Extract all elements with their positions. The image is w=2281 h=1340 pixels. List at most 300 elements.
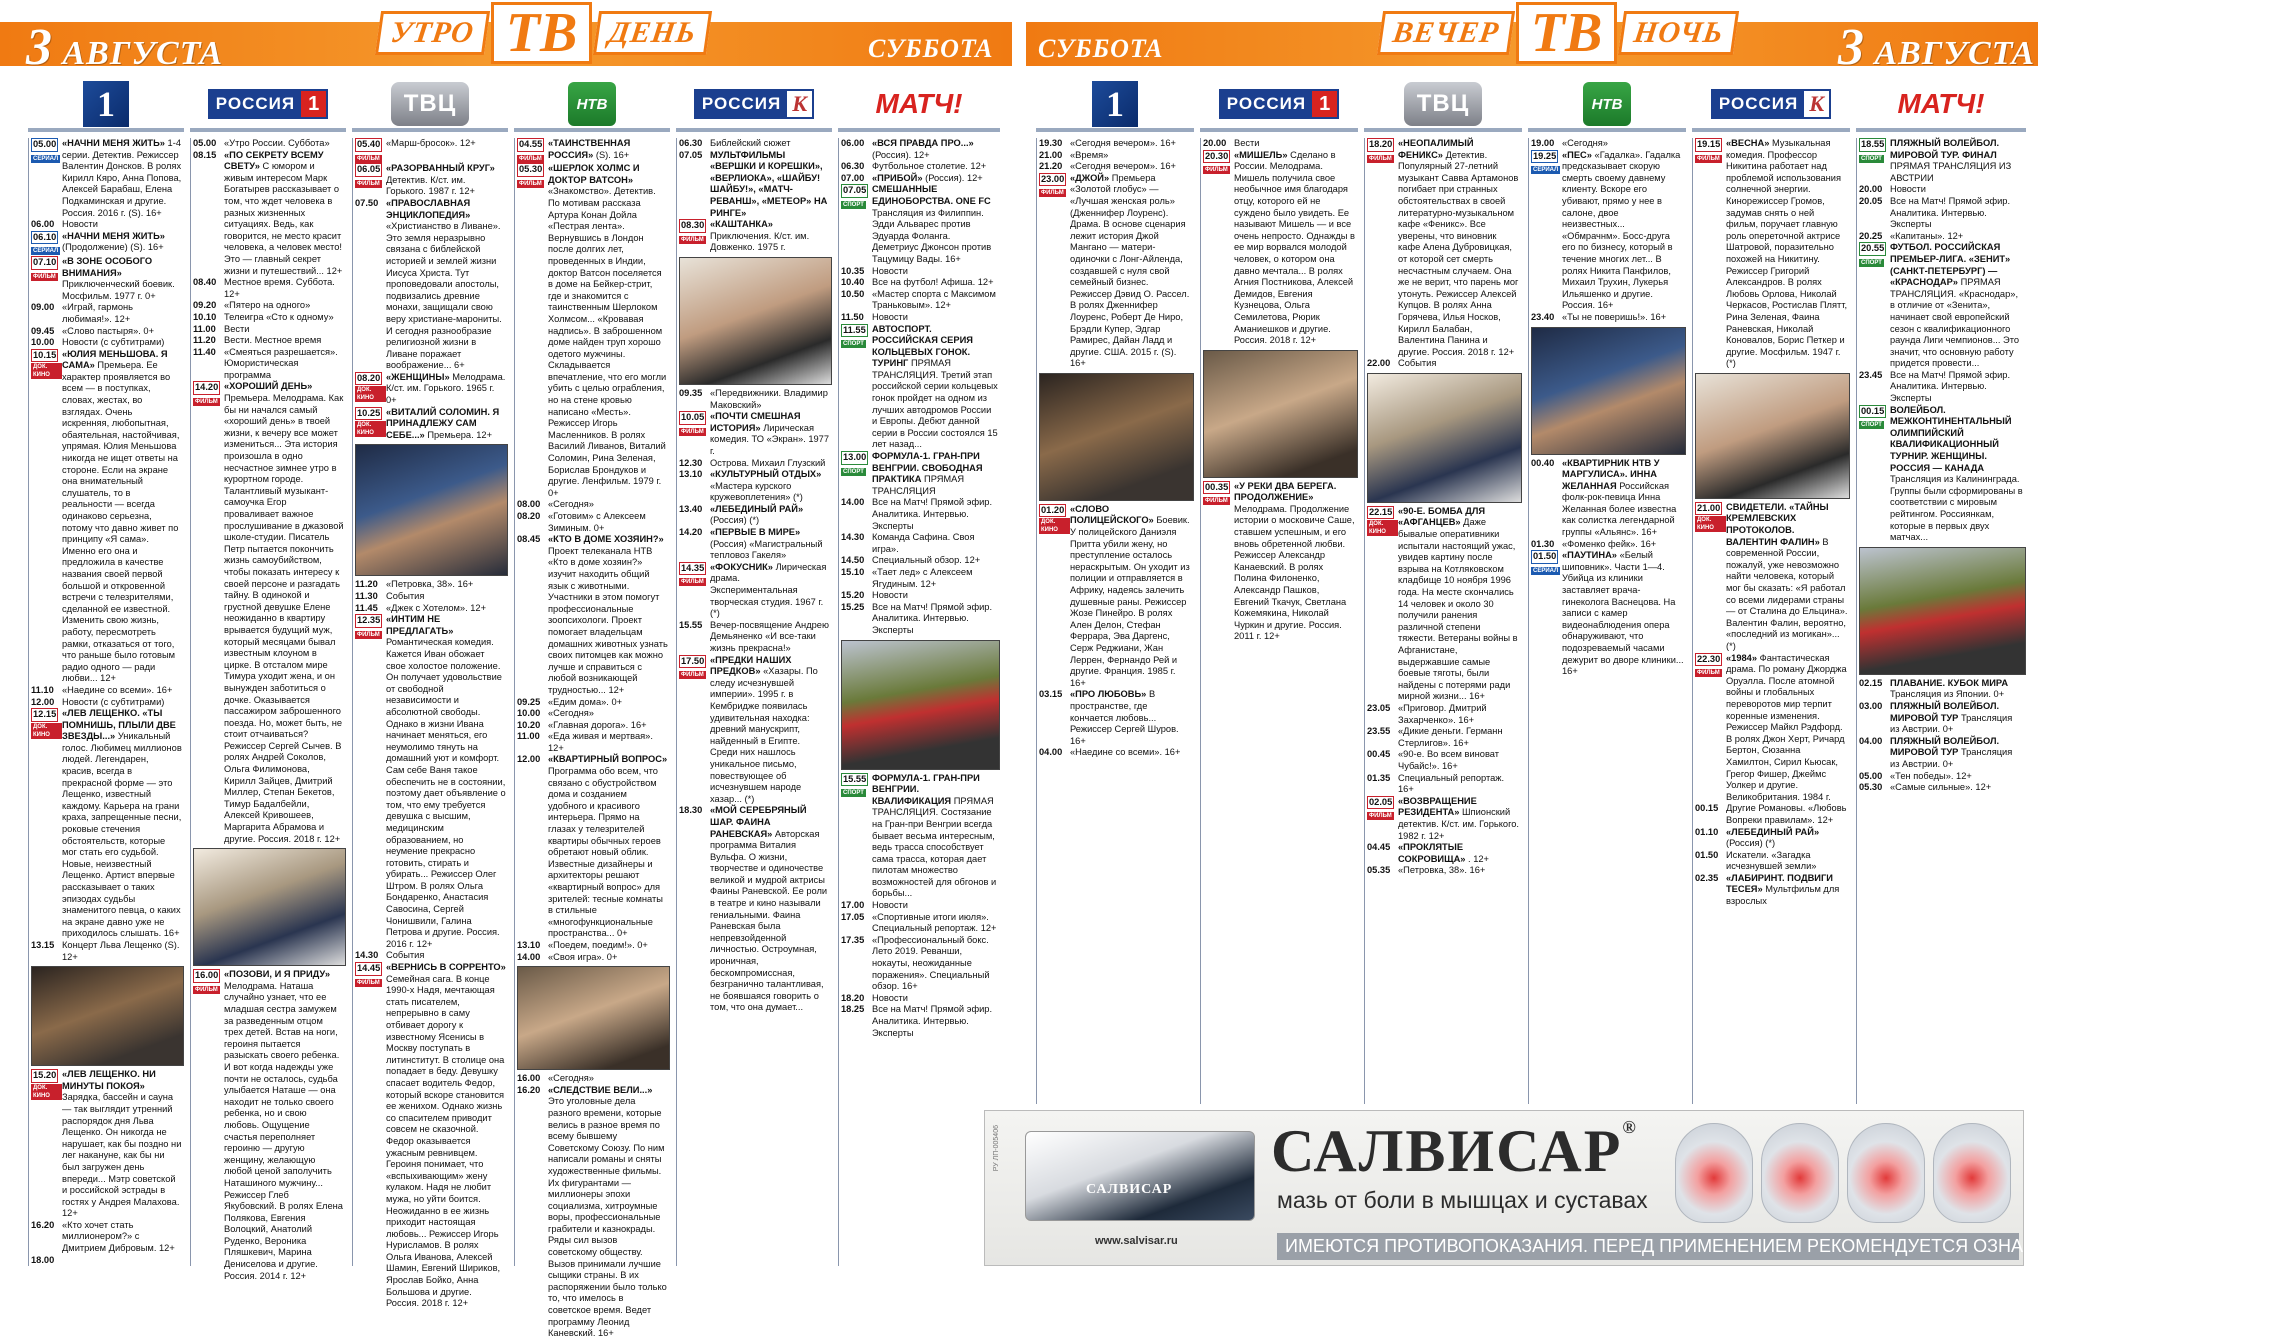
program-title: СМЕШАННЫЕ ЕДИНОБОРСТВА. ONE FC	[872, 184, 991, 206]
program-text: «Готовим» с Алексеем Зиминым. 0+	[548, 511, 646, 533]
program-description	[1398, 358, 1522, 370]
program-listing	[355, 198, 508, 372]
program-time-text: 21.00	[1695, 502, 1722, 516]
program-time-text: 13.10	[517, 939, 541, 950]
program-time	[841, 590, 872, 602]
program-title: МУЛЬТФИЛЬМЫ «ВЕРШКИ И КОРЕШКИ», «ВЕРЛИОКА», «ШАЙБУ! ШАЙБУ!», «МАТЧ-РЕВАНШ», «МЕТЕОР» НА РИНГЕ»	[710, 149, 828, 218]
program-text: «Едим дома». 0+	[548, 696, 623, 707]
program-text: Шпионский детектив. К/ст. им. Горького. 1982 г. 12+	[1398, 807, 1520, 841]
program-title: «ТАИНСТВЕННАЯ РОССИЯ»	[548, 138, 631, 160]
program-time-text: 17.05	[841, 911, 865, 922]
program-description	[872, 266, 1000, 278]
program-listing	[31, 1220, 184, 1255]
program-listing	[355, 591, 508, 603]
program-listing	[517, 138, 670, 163]
program-time-text: 12.15	[31, 708, 58, 722]
program-text: Приключения. К/ст. им. Довженко. 1975 г.	[710, 230, 810, 253]
serial-badge: СЕРИАЛ	[1533, 167, 1559, 174]
program-listing	[1859, 736, 2026, 771]
program-listing	[517, 720, 670, 732]
program-time	[1531, 458, 1562, 539]
logo-vecher-tv-noch: ВЕЧЕР ТВ НОЧЬ	[1380, 0, 1737, 66]
program-description	[1398, 726, 1522, 749]
program-listing	[679, 562, 832, 620]
program-text: Мелодрама. Продолжение истории о московиче Саше, ставшем успешным, и его вновь обретенной любви. Режиссер Александр Канаевский. В ролях Полина Филоненко, Александр Пашков, Евгений Ткачук, Светлана Кожемякина, Николай Чуркин и другие. Россия. 2011 г. 12+	[1234, 503, 1355, 642]
program-photo	[679, 257, 832, 385]
program-listing	[31, 940, 184, 963]
program-description	[386, 198, 508, 372]
program-listing	[193, 150, 346, 278]
program-description	[224, 277, 346, 300]
program-time-text: 16.00	[517, 1073, 541, 1084]
program-description	[386, 372, 508, 407]
program-title: ПЛЯЖНЫЙ ВОЛЕЙБОЛ. МИРОВОЙ ТУР. ФИНАЛ	[1890, 138, 2000, 160]
program-time-text: 15.10	[841, 566, 865, 577]
program-description	[872, 289, 1000, 312]
program-description	[710, 219, 832, 254]
program-text: Новости (с субтитрами)	[62, 696, 165, 707]
program-time-text: 01.10	[1695, 826, 1719, 837]
program-time	[1859, 231, 1890, 243]
program-time	[31, 349, 62, 685]
program-time-text: 14.00	[841, 497, 865, 508]
program-description	[548, 163, 670, 499]
program-description	[548, 708, 670, 720]
program-time-text: 14.20	[679, 527, 703, 538]
program-description	[1070, 747, 1194, 759]
program-text: «Еда живая и мертвая». 12+	[548, 731, 653, 753]
program-text: Все на Матч! Прямой эфир. Аналитика. Интервью. Эксперты	[1890, 195, 2011, 230]
program-time-text: 18.30	[679, 805, 703, 816]
program-text: Мультфильм для взрослых	[1726, 884, 1840, 907]
program-time	[1859, 242, 1890, 370]
program-time	[1695, 138, 1726, 370]
film-badge: ФИЛЬМ	[357, 979, 380, 986]
program-listing	[31, 337, 184, 349]
program-description	[548, 754, 670, 940]
program-time-text: 22.00	[1367, 358, 1391, 369]
doc-badge: ДОК. КИНО	[1695, 516, 1726, 532]
program-time-text: 08.00	[517, 499, 541, 510]
program-text: «Кто хочет стать миллионером?» с Дмитрием Дибровым. 12+	[62, 1219, 175, 1254]
program-time	[841, 567, 872, 590]
program-listing	[1367, 842, 1522, 865]
program-time-text: 20.05	[1859, 195, 1883, 206]
program-text: Вести	[1234, 138, 1260, 148]
program-description	[710, 458, 832, 470]
program-title: «КТО В ДОМЕ ХОЗЯИН?»	[548, 534, 664, 545]
film-badge: ФИЛЬМ	[357, 180, 380, 187]
program-description	[1890, 138, 2026, 184]
program-listing	[841, 555, 1000, 567]
program-time	[355, 962, 386, 1310]
sport-badge: СПОРТ	[1861, 155, 1882, 162]
program-description	[1562, 138, 1686, 150]
program-time	[1859, 405, 1890, 544]
program-time	[193, 969, 224, 1282]
program-text: «Наедине со всеми». 16+	[1070, 747, 1181, 758]
program-text: «Сегодня»	[548, 708, 594, 719]
program-description	[1070, 161, 1194, 173]
program-time	[1859, 678, 1890, 701]
program-listing	[193, 277, 346, 300]
program-text: Программа обо всем, что связано с обустройством дома и созданием удобного и красивого интерьера. Прямо на глазах у телезрителей квартиры обычных героев обретают новый облик. Известные дизайнеры и архитекторы решают «квартирный вопрос» для зрителей: тесные комнаты в стильные «многофункциональные пространства... 0+	[548, 766, 663, 939]
program-description	[872, 567, 1000, 590]
program-time-text: 19.30	[1039, 138, 1063, 148]
program-listing	[355, 950, 508, 962]
program-listing	[355, 407, 508, 442]
program-time-text: 14.30	[355, 950, 379, 961]
program-time-text: 11.10	[31, 684, 54, 695]
program-listing	[517, 731, 670, 754]
program-listing	[1367, 773, 1522, 796]
program-description	[1890, 370, 2026, 405]
program-text: Новости	[872, 590, 908, 601]
program-listing	[841, 497, 1000, 532]
program-title: «В ЗОНЕ ОСОБОГО ВНИМАНИЯ»	[62, 255, 153, 278]
program-time-text: 15.20	[31, 1069, 58, 1083]
program-text: «Утро России. Суббота»	[224, 138, 330, 148]
program-description	[1562, 150, 1686, 312]
program-title: «ПРО ЛЮБОВЬ»	[1070, 689, 1147, 700]
program-time	[517, 697, 548, 709]
program-time-text: 08.15	[193, 149, 217, 160]
program-description	[224, 324, 346, 336]
program-photo	[193, 848, 346, 966]
ntv-logo-icon: НТВ	[1583, 82, 1631, 126]
program-time	[1531, 550, 1562, 678]
program-photo	[355, 444, 508, 576]
program-description	[386, 407, 508, 442]
program-description	[710, 150, 832, 220]
program-time-text: 14.30	[841, 532, 865, 543]
program-listing	[1859, 196, 2026, 231]
program-text: «Тает лед» с Алексеем Ягудиным. 12+	[872, 566, 973, 589]
program-text: Новости	[872, 992, 908, 1003]
program-description	[1890, 736, 2026, 771]
program-time	[517, 720, 548, 732]
program-listing	[31, 302, 184, 325]
program-time	[31, 708, 62, 940]
program-time	[193, 277, 224, 300]
program-time	[1039, 504, 1070, 690]
program-text: С юмором и живым интересом Марк Богатырев рассказывает о том, что ждет человека в разных жизненных ситуациях. Ведь, как говорится, не место красит человека, а человек место! Это — главный секрет жизни и путешествий... 12+	[224, 161, 343, 276]
program-time	[193, 335, 224, 347]
program-text: Специальный репортаж. 16+	[1398, 772, 1505, 795]
channel-perviy	[28, 76, 184, 132]
joint-illustration-icon	[1675, 1123, 1753, 1223]
program-time	[31, 219, 62, 231]
program-description	[872, 773, 1000, 901]
page-header	[0, 0, 2038, 76]
program-description	[224, 381, 346, 845]
program-time	[31, 1069, 62, 1220]
header-left	[0, 0, 1012, 76]
program-time	[193, 150, 224, 278]
program-text: Трансляция из Австрии. 0+	[1890, 712, 2013, 735]
day-left: СУББОТА	[868, 34, 994, 63]
film-badge: ФИЛЬМ	[1205, 498, 1228, 505]
program-time	[517, 1085, 548, 1340]
listing-column-day-rossiya1	[190, 138, 346, 1281]
program-photo	[1203, 350, 1358, 478]
ntv-logo-icon: НТВ	[568, 82, 616, 126]
program-text: Вести. Местное время	[224, 335, 322, 346]
program-text: Семейная сага. В конце 1990-х Надя, мечтающая стать писателем, непрерывно в саму отбивает дорогу к известному Ясенисы в Москву поступать в литинститут. В столице она попадает в беду. Девушку спасает водитель Федор, который вскоре становится ее женихом. Однако жизнь со спасителем приводит совсем не сказочной. Федор оказывается ужасным ревнивцем. Героиня понимает, что «вспыхивающим» жену кулаком. Надя не любит мужа, но уйти боится. Неожиданно в ее жизнь приходит настоящая любовь... Режиссер Игорь Нурисламов. В ролях Ольга Иванова, Алексей Шамин, Евгений Шириков, Ярослав Бойко, Анна Большова и другие. Россия. 2018 г. 12+	[386, 973, 505, 1309]
program-time	[31, 138, 62, 219]
listing-column-evening-rossiya1	[1200, 138, 1358, 1104]
program-text: (Продолжение) (S). 16+	[62, 242, 164, 253]
program-time	[1859, 138, 1890, 184]
program-time	[1859, 184, 1890, 196]
program-description	[1398, 865, 1522, 877]
program-description	[224, 300, 346, 312]
program-listing	[31, 256, 184, 302]
program-description	[1726, 850, 1850, 873]
program-description	[548, 952, 670, 964]
program-title: «ПЕС»	[1562, 149, 1592, 160]
program-text: «Знакомство». Детектив. По мотивам рассказа Артура Конан Дойла «Пестрая лента». Вернувшись в Лондон после долгих лет, проведенных в Индии, доктор Ватсон поселяется в доме на Бейкер-стрит, где и знакомится с таинственным Шерлоком Холмсом... «Кровавая надпись». В заброшенном доме найден труп хорошо одетого мужчины. Складывается впечатление, что его могли убить с целью ограбления, но на стене кровью написано «Месть». Режиссер Игорь Масленников. В ролях Василий Ливанов, Виталий Соломин, Рина Зеленая, Борислав Брондуков и другие. Ленфильм. 1979 г. 0+	[548, 186, 667, 498]
program-listing	[355, 603, 508, 615]
program-description	[386, 962, 508, 1310]
tvc-logo-icon: ТВЦ	[1404, 82, 1482, 126]
program-description	[710, 504, 832, 527]
program-text: «Время»	[1070, 149, 1109, 160]
program-time	[355, 138, 386, 163]
program-listing	[355, 372, 508, 407]
program-time	[193, 138, 224, 150]
program-text: Трансляция из Филиппин. Эдди Альварес против Эдуарда Фоланга. Деметриус Джонсон против Тацумицу Вады. 16+	[872, 207, 992, 264]
program-text: «Фоменко фейк». 16+	[1562, 538, 1657, 549]
program-description	[1890, 701, 2026, 736]
program-time-text: 02.35	[1695, 872, 1719, 883]
program-description	[1890, 782, 2026, 794]
program-time-text: 12.00	[517, 754, 541, 765]
program-listing	[841, 590, 1000, 602]
program-time-text: 04.00	[1859, 735, 1883, 746]
program-description	[548, 1085, 670, 1340]
program-text: Боевик. У полицейского Даниэля Притта убили жену, но преступление осталось нераскрытым. Он уходит из полиции и отправляется в Африку, надеясь залечить душевные раны. Режиссер Жозе Пинейро. В ролях Ален Делон, Стефан Феррара, Эва Даргенс, Серж Реджиани, Жан Леррен, Фернандо Рей и другие. Франция. 1985 г. 16+	[1070, 515, 1190, 688]
program-listing	[1859, 678, 2026, 701]
program-text: Все на Матч! Прямой эфир. Аналитика. Интервью. Эксперты	[1890, 369, 2011, 404]
program-text: ПРЯМАЯ ТРАНСЛЯЦИЯ. Состязание на Гран-при Венгрии всегда бывает весьма интересным, ведь трасса способствует сама трасса, которая дает пилотам множество возможностей для обгонов и борьбы...	[872, 795, 997, 899]
program-listing	[679, 620, 832, 655]
program-text: (Россия). 12+	[925, 172, 983, 183]
program-time-text: 18.25	[841, 1004, 865, 1015]
program-listing	[1695, 138, 1850, 370]
program-time-text: 15.55	[841, 773, 868, 787]
program-time-text: 19.00	[1531, 138, 1555, 148]
program-description	[224, 347, 346, 382]
program-time-text: 08.45	[517, 534, 541, 545]
program-listing	[1203, 481, 1358, 643]
program-title: ФУТБОЛ. РОССИЙСКАЯ ПРЕМЬЕР-ЛИГА. «ЗЕНИТ» (САНКТ-ПЕТЕРБУРГ) — «КРАСНОДАР»	[1890, 242, 2011, 288]
program-listing	[1367, 138, 1522, 358]
program-description	[710, 388, 832, 411]
program-time	[31, 326, 62, 338]
program-text: (Россия) (*)	[1726, 838, 1776, 849]
program-description	[872, 497, 1000, 532]
program-text: «Гадалка». Гадалка предсказывает скорую смерть своему давнему клиенту. Вскоре его убивают, прямо у нее в салоне, двое неизвестных... «Обмрачнм». Босс-друга его по бизнесу, который в течение многих лет... В ролях Никита Панфилов, Михаил Трухин, Лукерья Ильяшенко и другие. Россия. 16+	[1562, 149, 1681, 311]
program-title: «ЮЛИЯ МЕНЬШОВА. Я САМА»	[62, 348, 168, 371]
program-listing	[679, 527, 832, 562]
program-time-text: 06.05	[355, 163, 382, 177]
program-description	[1726, 803, 1850, 826]
program-time	[1859, 196, 1890, 231]
program-time-text: 05.00	[31, 138, 58, 152]
program-title: «ВЕРНИСЬ В СОРРЕНТО»	[386, 962, 506, 973]
program-photo	[31, 966, 184, 1066]
program-description	[548, 731, 670, 754]
program-description	[1398, 773, 1522, 796]
program-time	[31, 302, 62, 325]
program-text: События	[1398, 358, 1437, 369]
program-text: В пространстве, где кончается любовь... Режиссер Сергей Шуров. 16+	[1070, 689, 1179, 746]
program-text: «Петровка, 38». 16+	[1398, 865, 1486, 876]
program-listing	[193, 300, 346, 312]
program-time	[1695, 873, 1726, 908]
program-time	[679, 411, 710, 457]
program-description	[872, 912, 1000, 935]
program-listing	[841, 184, 1000, 265]
program-text: Премьера. Мелодрама. Как бы ни начался самый «хороший день» в твоей жизни, к вечеру все может измениться... Эта история произошла в одно несчастное зимнее утро в курортном городе. Талантливый музыкант-самоучка Егор проваливает важное прослушивание в джазовой школе-студии. Писатель Петр пытается покончить жизнь самоубийством, чтобы показать интересу к своей персоне и разгадать тайну. В одинокой и грустной девушке Елене неожиданно в квартиру врывается будущий муж, который месяцами бывал известным клоуном в цирке. В отсталом мире Тимура уходит жена, и он вынужден заботиться о дочке. Оказывается пассажиром заброшенного поезда. Но, может быть, не стоит отчаиваться? Режиссер Сергей Сычев. В ролях Андрей Соколов, Ольга Филимонова, Кирилл Зайцев, Дмитрий Миллер, Степан Бекетов, Тимур Бадалбейли, Алексей Кривошеев, Маргарита Абрамова и другие. Россия. 2018 г. 12+	[224, 393, 344, 844]
program-description	[62, 349, 184, 685]
serial-badge: СЕРИАЛ	[1533, 567, 1559, 574]
program-time	[517, 499, 548, 511]
program-description	[710, 527, 832, 562]
listing-column-day-perviy	[28, 138, 184, 1266]
program-text: «Тен победы». 12+	[1890, 770, 1972, 781]
program-listing	[1039, 150, 1194, 162]
program-time-text: 06.30	[841, 161, 865, 172]
program-time-text: 10.20	[517, 719, 541, 730]
program-listing	[1203, 138, 1358, 150]
program-listing	[1531, 539, 1686, 551]
program-title: «ЛЕБЕДИНЫЙ РАЙ»	[710, 503, 804, 514]
program-listing	[193, 969, 346, 1282]
program-listing	[841, 567, 1000, 590]
program-text: Фантастическая драма. По роману Джорджа Оруэлла. После атомной войны и глобальных переворотов мир терпит коренные изменения. Режиссер Майкл Рэдфорд. В ролях Джон Херт, Ричард Бертон, Сюзанна Хамилтон, Сирил Кьюсак, Грегор Фишер, Джеймс Уолкер и другие. Великобритания. 1984 г.	[1726, 652, 1847, 802]
program-title: «ЛЕБЕДИНЫЙ РАЙ»	[1726, 826, 1820, 837]
program-text: Мелодрама. К/ст. им. Горького. 1965 г. 0+	[386, 371, 506, 406]
program-text: «90-е. Во всем виноват Чубайс!». 16+	[1398, 749, 1500, 771]
program-listing	[1695, 827, 1850, 850]
program-description	[62, 1220, 184, 1255]
program-description	[872, 935, 1000, 993]
program-title: «СЛЕДСТВИЕ ВЕЛИ...»	[548, 1084, 653, 1095]
program-listing	[31, 349, 184, 685]
program-time-text: 08.30	[679, 219, 706, 233]
program-time	[841, 773, 872, 901]
program-text: «Наедине со всеми». 16+	[62, 684, 173, 695]
program-photo	[1695, 373, 1850, 499]
program-time-text: 14.35	[679, 562, 706, 576]
program-description	[710, 469, 832, 504]
program-description	[1726, 827, 1850, 850]
header-right	[1026, 0, 2038, 76]
program-listing	[193, 138, 346, 150]
program-description	[1234, 138, 1358, 150]
program-listing	[31, 138, 184, 219]
program-listing	[1531, 150, 1686, 312]
program-listing	[679, 805, 832, 1014]
program-text: Сделано в России. Мелодрама. Мишель получила свое необычное имя благодаря отцу, которого ей не суждено было увидеть. Ее называют Мишель — и все очень непросто. Однажды в ее мир ворвался молодой человек, о котором она давно мечтала... В ролях Агния Постникова, Алексей Демидов, Евгения Кузнецова, Ольга Семилетова, Рюрик Аманиешков и другие. Россия. 2018 г. 12+	[1234, 149, 1355, 346]
program-description	[1726, 138, 1850, 370]
program-time-text: 10.00	[517, 708, 541, 719]
program-text: Местное время. Суббота. 12+	[224, 277, 335, 299]
program-time	[679, 805, 710, 1014]
program-text: «Приговор. Дмитрий Захарченко». 16+	[1398, 702, 1487, 725]
logo-utro-tv-den: УТРО ТВ ДЕНЬ	[378, 0, 709, 66]
program-description	[1398, 749, 1522, 772]
program-time-text: 09.25	[517, 696, 541, 707]
program-time-text: 08.20	[517, 511, 541, 521]
listing-column-day-match	[838, 138, 1000, 1266]
program-text: Футбольное столетие. 12+	[872, 161, 987, 172]
program-time-text: 23.05	[1367, 702, 1391, 713]
program-time	[1367, 726, 1398, 749]
listing-column-day-kultura	[676, 138, 832, 1266]
program-time-text: 13.15	[31, 939, 55, 950]
program-time-text: 08.20	[355, 372, 382, 386]
program-time-text: 06.00	[31, 219, 55, 230]
program-time-text: 20.00	[1203, 138, 1227, 148]
program-text: «Мастер спорта с Максимом Траньковым». 12+	[872, 288, 996, 311]
program-time	[31, 1255, 62, 1267]
program-title: «НАЧНИ МЕНЯ ЖИТЬ»	[62, 138, 165, 148]
program-text: 1-4 серии. Детектив. Режиссер Валентин Донсков. В ролях Кирилл Кяро, Анна Попова, Алексей Барабаш, Елена Подкаминская и другие. Россия. 2016 г. (S). 16+	[62, 138, 182, 218]
program-text: «Своя игра». 0+	[548, 951, 618, 962]
program-time-text: 03.15	[1039, 689, 1063, 700]
channel-match	[838, 76, 1000, 132]
program-time-text: 10.40	[841, 277, 865, 288]
listing-column-evening-tvc	[1364, 138, 1522, 1104]
program-time	[1367, 703, 1398, 726]
program-time-text: 05.35	[1367, 865, 1391, 876]
program-time	[1859, 701, 1890, 736]
program-text: ПРЯМАЯ ТРАНСЛЯЦИЯ ИЗ АВСТРИИ	[1890, 161, 2012, 183]
program-title: «ЛАБИРИНТ. ПОДВИГИ ТЕСЕЯ»	[1726, 872, 1833, 895]
program-text: Библейский сюжет	[710, 138, 791, 148]
program-time	[355, 407, 386, 442]
program-text: ПРЯМАЯ ТРАНСЛЯЦИЯ	[872, 474, 965, 496]
program-listing	[193, 324, 346, 336]
program-description	[710, 562, 832, 620]
program-listing	[841, 935, 1000, 993]
program-time	[679, 504, 710, 527]
program-text: События	[386, 591, 425, 602]
program-description	[1562, 550, 1686, 678]
program-time	[517, 940, 548, 952]
program-description	[224, 335, 346, 347]
program-listing	[679, 458, 832, 470]
program-text: Новости (с субтитрами)	[62, 337, 165, 348]
ointment-package-image	[1025, 1131, 1255, 1221]
program-time-text: 10.25	[355, 407, 382, 421]
program-description	[548, 1073, 670, 1085]
program-time-text: 23.00	[1039, 173, 1066, 187]
program-time-text: 06.00	[841, 138, 865, 148]
doc-badge: ДОК. КИНО	[355, 386, 386, 402]
program-listing	[1531, 458, 1686, 539]
program-description	[62, 231, 184, 256]
program-time	[1367, 842, 1398, 865]
program-time	[193, 347, 224, 382]
program-description	[1398, 842, 1522, 865]
program-listing	[1695, 653, 1850, 804]
program-description	[1070, 138, 1194, 150]
program-title: «ПО СЕКРЕТУ ВСЕМУ СВЕТУ»	[224, 149, 324, 172]
